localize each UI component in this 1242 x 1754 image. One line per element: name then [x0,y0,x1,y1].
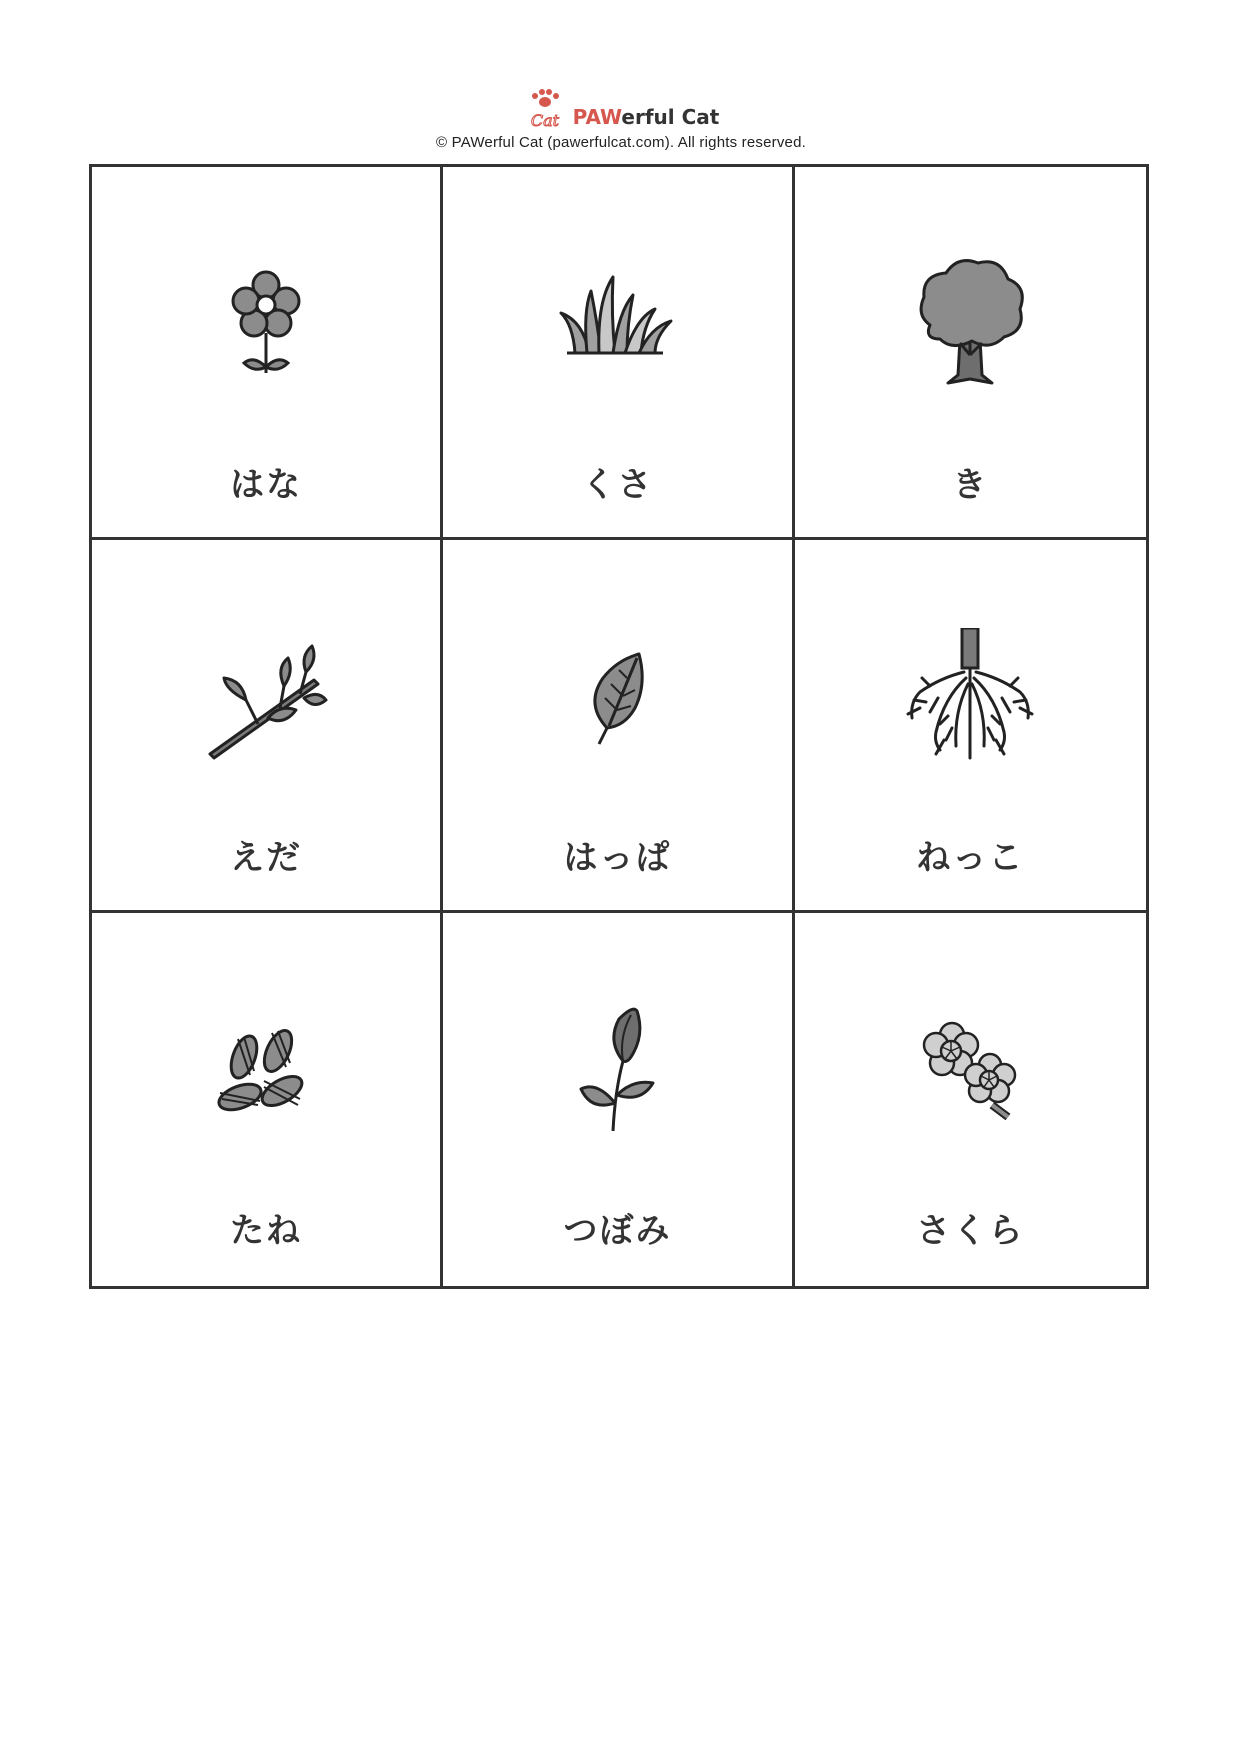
card-tree [795,167,1146,540]
grass-icon [547,255,687,395]
card-label: たね [230,1211,303,1251]
card-label: さくら [916,1211,1025,1251]
card-seeds [92,913,443,1286]
brand-prefix: PAW [572,105,622,129]
bud-icon [547,1001,687,1141]
brand-logo [0,88,1242,132]
card-branch [92,540,443,913]
card-flower [92,167,443,540]
flower-icon [196,255,336,395]
card-label: くさ [581,465,654,505]
card-label: はな [230,465,303,505]
card-cherry-blossom [795,913,1146,1286]
card-bud [443,913,794,1286]
roots-icon [900,628,1040,768]
card-label: き [952,465,989,505]
brand-suffix: erful Cat [621,105,720,129]
card-label: えだ [230,838,303,878]
tree-icon [900,255,1040,395]
brand-name [573,106,720,132]
copyright-notice: © PAWerful Cat (pawerfulcat.com). All rights reserved. [435,134,807,151]
cherry-blossom-icon [900,1001,1040,1141]
card-grass [443,167,794,540]
card-grid [89,164,1149,1289]
card-label: はっぱ [563,838,672,878]
card-label: ねっこ [916,838,1025,878]
card-leaf [443,540,794,913]
leaf-icon [547,628,687,768]
logo-mark-text: Cat [530,111,559,130]
seeds-icon [196,1001,336,1141]
branch-icon [196,628,336,768]
card-roots [795,540,1146,913]
paw-logo-icon [523,88,567,132]
card-label: つぼみ [563,1211,672,1251]
page-header [0,88,1242,158]
